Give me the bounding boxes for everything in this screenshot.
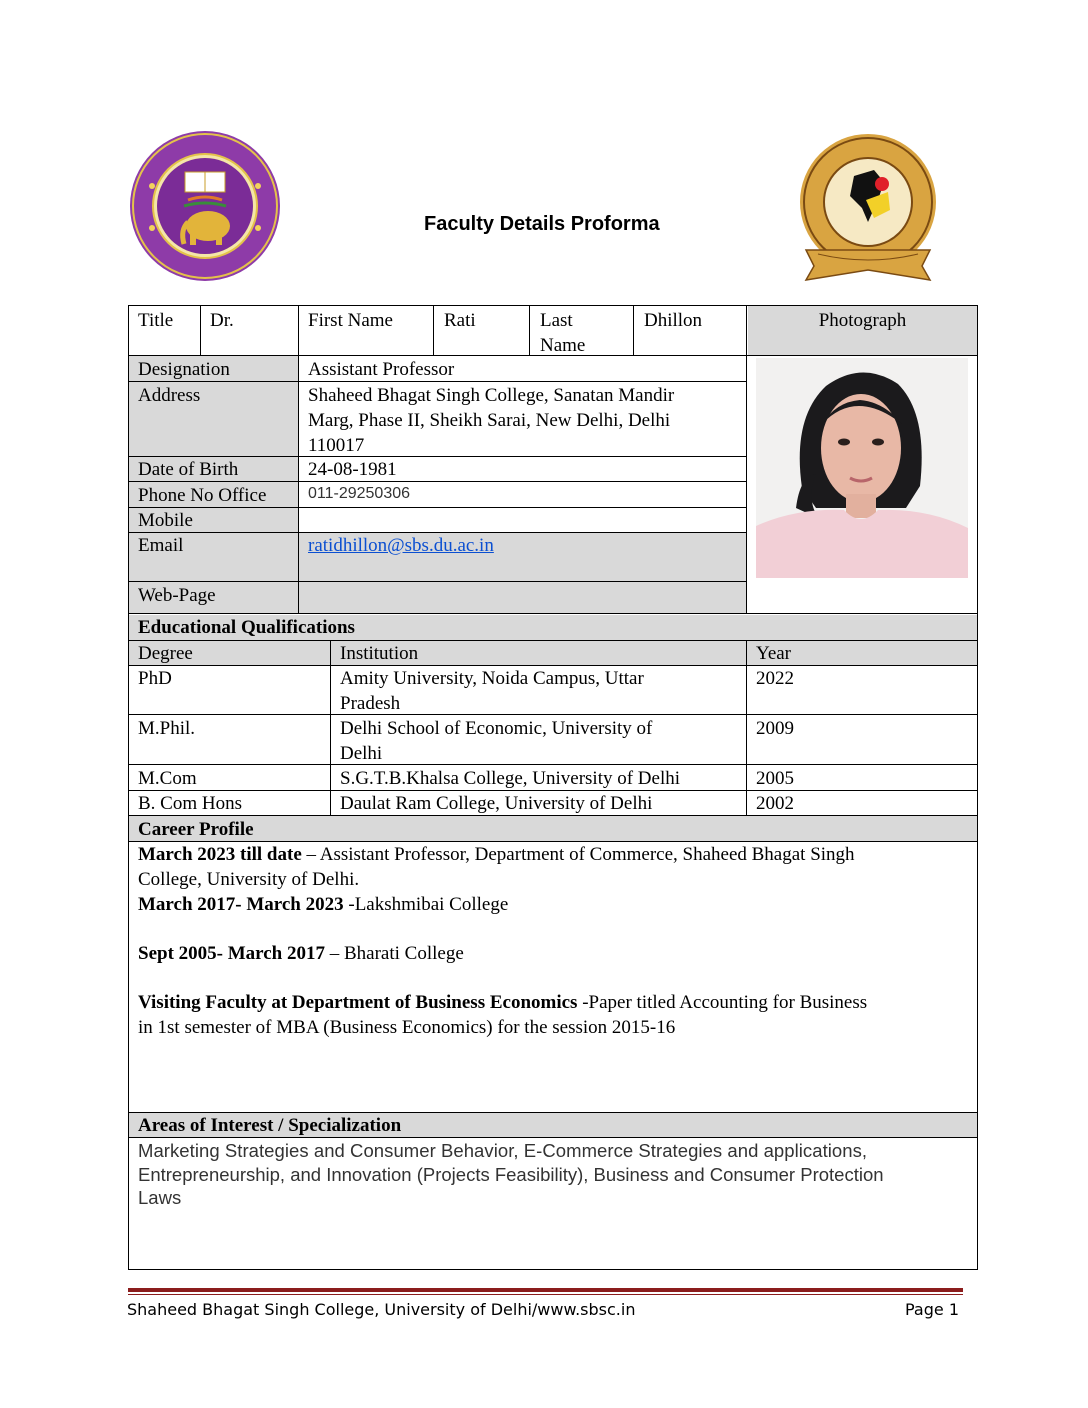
- column-degree: Degree: [138, 643, 193, 664]
- career-entry: [138, 842, 968, 1040]
- phone-value: 011-29250306: [308, 485, 411, 502]
- edu-row-institution: Daulat Ram College, University of Delhi: [340, 793, 653, 814]
- career-entry-line: [138, 892, 968, 917]
- career-entry-line: in 1st semester of MBA (Business Economics) for the session 2015-16: [138, 1017, 676, 1038]
- edu-row-institution-line1: Amity University, Noida Campus, Uttar: [340, 668, 644, 689]
- career-entry-line: College, University of Delhi.: [138, 869, 360, 890]
- footer-rule-thin: [128, 1294, 963, 1295]
- edu-row-year: 2022: [756, 668, 794, 689]
- document-title: Faculty Details Proforma: [424, 213, 660, 235]
- edu-row-year: 2002: [756, 793, 794, 814]
- footer-rule: [128, 1288, 963, 1292]
- career-entry-dates: March 2023 till date: [138, 844, 302, 865]
- education-columns-bg: [129, 641, 977, 665]
- interests-heading: Areas of Interest / Specialization: [138, 1115, 402, 1136]
- interests-line: Entrepreneurship, and Innovation (Projects Feasibility), Business and Consumer Protection: [138, 1163, 884, 1185]
- career-entry-dates: Visiting Faculty at Department of Business Economics: [138, 992, 578, 1013]
- designation-label: Designation: [138, 359, 230, 380]
- career-heading: Career Profile: [138, 819, 254, 840]
- phone-label: Phone No Office: [138, 485, 267, 506]
- edu-row-institution: [340, 666, 644, 716]
- career-entry-dates: Sept 2005- March 2017: [138, 943, 325, 964]
- address-line-1: Shaheed Bhagat Singh College, Sanatan Mandir: [308, 385, 675, 406]
- career-entry-line: [138, 842, 968, 867]
- last-name-label: [540, 308, 585, 358]
- email-label: Email: [138, 535, 184, 556]
- column-institution: Institution: [340, 643, 419, 664]
- column-year: Year: [756, 643, 792, 664]
- edu-row-institution-line2: Delhi: [340, 743, 383, 764]
- career-entry-text: – Bharati College: [325, 943, 464, 964]
- career-entry-text: – Assistant Professor, Department of Commerce, Shaheed Bhagat Singh: [301, 844, 855, 865]
- mobile-label: Mobile: [138, 510, 193, 531]
- first-name-label: First Name: [308, 310, 393, 331]
- address-line-2: Marg, Phase II, Sheikh Sarai, New Delhi, Delhi: [308, 410, 671, 431]
- edu-row-degree: B. Com Hons: [138, 793, 242, 814]
- shaheed-bhagat-singh-college-logo: [798, 130, 938, 284]
- address-value: [308, 383, 674, 458]
- address-label: Address: [138, 385, 201, 406]
- career-entry-line: [138, 990, 968, 1015]
- interests-line: Laws: [138, 1187, 182, 1208]
- last-name-label-line2: Name: [540, 335, 586, 356]
- photograph-label: Photograph: [818, 310, 907, 331]
- career-entry-text: -Lakshmibai College: [343, 894, 509, 915]
- career-entry-line: [138, 941, 968, 966]
- edu-row-institution-line1: Delhi School of Economic, University of: [340, 718, 653, 739]
- address-line-3: 110017: [308, 435, 365, 456]
- dob-value: 24-08-1981: [308, 459, 397, 480]
- edu-row-degree: M.Phil.: [138, 718, 196, 739]
- title-value: Dr.: [210, 310, 234, 331]
- university-of-delhi-logo: [128, 130, 282, 282]
- edu-row-degree: M.Com: [138, 768, 197, 789]
- web-page-label: Web-Page: [138, 585, 216, 606]
- career-entry-dates: March 2017- March 2023: [138, 894, 344, 915]
- dob-label: Date of Birth: [138, 459, 239, 480]
- edu-row-institution: [340, 716, 652, 766]
- edu-row-degree: PhD: [138, 668, 172, 689]
- footer-college-website: Shaheed Bhagat Singh College, University of Delhi/www.sbsc.in: [127, 1300, 636, 1319]
- edu-row-institution: S.G.T.B.Khalsa College, University of Delhi: [340, 768, 681, 789]
- career-heading-bg: [129, 816, 977, 841]
- edu-row-year: 2005: [756, 768, 794, 789]
- interests-line: Marketing Strategies and Consumer Behavior, E-Commerce Strategies and applications,: [138, 1140, 868, 1161]
- last-name-value: Dhillon: [644, 310, 703, 331]
- designation-value: Assistant Professor: [308, 359, 455, 380]
- faculty-photograph: [756, 358, 968, 578]
- career-entry-text: -Paper titled Accounting for Business: [577, 992, 868, 1013]
- interests-text: [138, 1139, 970, 1210]
- education-heading: Educational Qualifications: [138, 617, 355, 638]
- edu-row-institution-line2: Pradesh: [340, 693, 401, 714]
- first-name-value: Rati: [444, 310, 476, 331]
- title-label: Title: [138, 310, 174, 331]
- email-link[interactable]: ratidhillon@sbs.du.ac.in: [308, 535, 494, 556]
- edu-row-year: 2009: [756, 718, 794, 739]
- last-name-label-line1: Last: [540, 310, 573, 331]
- footer-page-number: Page 1: [905, 1300, 959, 1319]
